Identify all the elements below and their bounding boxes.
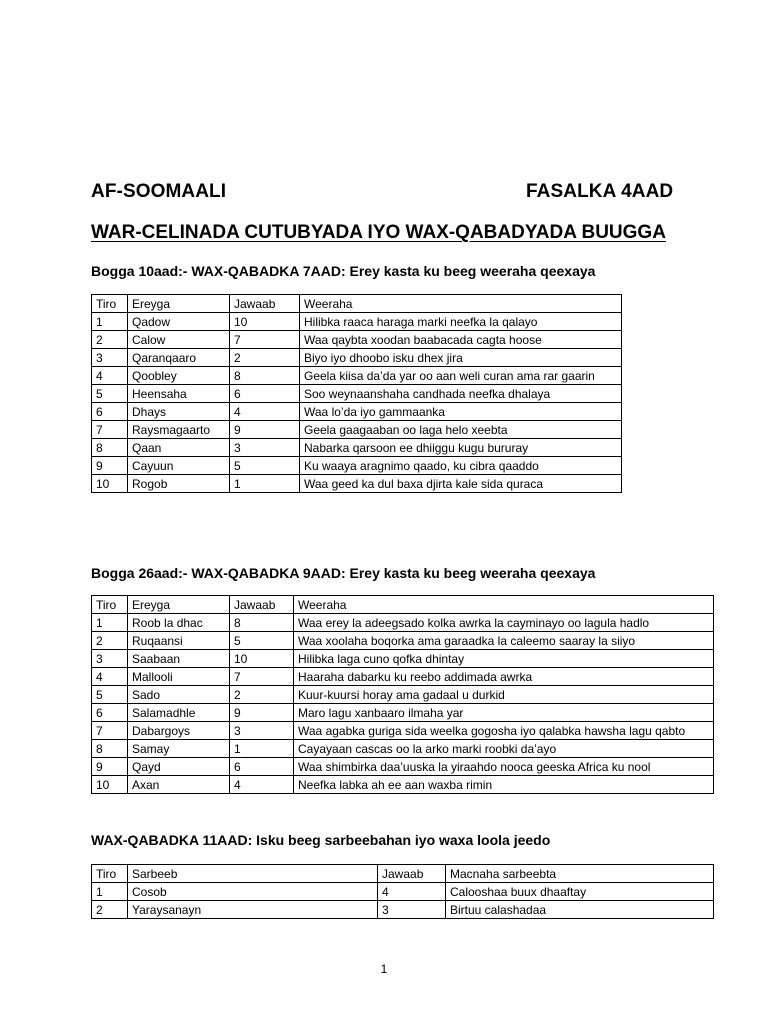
table-row (92, 349, 622, 367)
table-cell: Haaraha dabarku ku reebo addimada awrka (294, 668, 714, 686)
subject-title: AF-SOOMAALI (91, 181, 227, 202)
table-cell: Saabaan (128, 650, 230, 668)
table-cell: 5 (92, 686, 128, 704)
table-cell: 2 (92, 331, 128, 349)
table-row (92, 475, 622, 493)
table-cell: 4 (92, 367, 128, 385)
table-cell: Axan (128, 776, 230, 794)
table-row (92, 776, 714, 794)
column-header: Sarbeeb (128, 865, 378, 883)
table-cell: 1 (92, 883, 128, 901)
table-cell: Mallooli (128, 668, 230, 686)
table-cell: 1 (230, 740, 294, 758)
table-cell: Waa geed ka dul baxa djirta kale sida quraca (300, 475, 622, 493)
table-cell: 4 (230, 403, 300, 421)
column-header: Weeraha (300, 295, 622, 313)
table-cell: 9 (92, 457, 128, 475)
column-header: Macnaha sarbeebta (446, 865, 714, 883)
table-cell: Cayayaan cascas oo la arko marki roobki da’ayo (294, 740, 714, 758)
table-cell: Calow (128, 331, 230, 349)
table-cell: 6 (92, 403, 128, 421)
table-cell: Yaraysanayn (128, 901, 378, 919)
table-cell: 1 (92, 313, 128, 331)
table-cell: 9 (230, 421, 300, 439)
column-header: Jawaab (378, 865, 446, 883)
table-cell: Biyo iyo dhoobo isku dhex jira (300, 349, 622, 367)
table-cell: 4 (378, 883, 446, 901)
table-row (92, 614, 714, 632)
table-cell: Roob la dhac (128, 614, 230, 632)
table-cell: Waa shimbirka daa’uuska la yiraahdo nooca geeska Africa ku nool (294, 758, 714, 776)
table-cell: 2 (92, 901, 128, 919)
table-cell: Samay (128, 740, 230, 758)
table-cell: 6 (230, 385, 300, 403)
table-row (92, 421, 622, 439)
column-header: Jawaab (230, 596, 294, 614)
table-header-row (92, 596, 714, 614)
table-cell: 3 (378, 901, 446, 919)
table-body (92, 596, 714, 794)
table-cell: 4 (230, 776, 294, 794)
table-cell: Ruqaansi (128, 632, 230, 650)
section-heading-1: Bogga 10aad:- WAX-QABADKA 7AAD: Erey kasta ku beeg weeraha qeexaya (91, 263, 596, 279)
table-row (92, 668, 714, 686)
table-header-row (92, 295, 622, 313)
table-cell: Heensaha (128, 385, 230, 403)
column-header: Weeraha (294, 596, 714, 614)
table-cell: 2 (92, 632, 128, 650)
column-header: Ereyga (128, 295, 230, 313)
table-row (92, 704, 714, 722)
table-cell: Dhays (128, 403, 230, 421)
table-row (92, 758, 714, 776)
table-row (92, 403, 622, 421)
table-cell: Qaranqaaro (128, 349, 230, 367)
section-heading-3: WAX-QABADKA 11AAD: Isku beeg sarbeebahan iyo waxa loola jeedo (91, 832, 551, 848)
table-cell: Waa qaybta xoodan baabacada cagta hoose (300, 331, 622, 349)
page-title: WAR-CELINADA CUTUBYADA IYO WAX-QABADYADA BUUGGA (91, 222, 666, 243)
table-cell: Cosob (128, 883, 378, 901)
page-number: 1 (380, 962, 388, 976)
table-cell: 2 (230, 686, 294, 704)
table-body (92, 295, 622, 493)
exercise-table-3 (91, 864, 714, 919)
table-row (92, 385, 622, 403)
table-cell: 3 (230, 722, 294, 740)
table-row (92, 722, 714, 740)
table-cell: 9 (230, 704, 294, 722)
table-cell: 1 (92, 614, 128, 632)
table-row (92, 883, 714, 901)
table-cell: 10 (92, 475, 128, 493)
table-cell: Dabargoys (128, 722, 230, 740)
table-cell: Sado (128, 686, 230, 704)
table-cell: Salamadhle (128, 704, 230, 722)
table-cell: Hilibka raaca haraga marki neefka la qalayo (300, 313, 622, 331)
column-header: Tiro (92, 865, 128, 883)
table-cell: Waa lo’da iyo gammaanka (300, 403, 622, 421)
column-header: Tiro (92, 295, 128, 313)
exercise-table-1 (91, 294, 622, 493)
column-header: Tiro (92, 596, 128, 614)
table-cell: 10 (230, 313, 300, 331)
table-cell: Geela kiisa da’da yar oo aan weli curan ama rar gaarin (300, 367, 622, 385)
table-row (92, 331, 622, 349)
table-cell: 10 (230, 650, 294, 668)
table-cell: 6 (92, 704, 128, 722)
section-heading-2: Bogga 26aad:- WAX-QABADKA 9AAD: Erey kasta ku beeg weeraha qeexaya (91, 565, 596, 581)
table-row (92, 901, 714, 919)
exercise-table-2 (91, 595, 714, 794)
table-row (92, 457, 622, 475)
table-cell: Nabarka qarsoon ee dhiiggu kugu bururay (300, 439, 622, 457)
column-header: Ereyga (128, 596, 230, 614)
table-cell: Cayuun (128, 457, 230, 475)
table-cell: Hilibka laga cuno qofka dhintay (294, 650, 714, 668)
table-row (92, 650, 714, 668)
table-cell: 2 (230, 349, 300, 367)
table-row (92, 367, 622, 385)
table-cell: 5 (92, 385, 128, 403)
table-header-row (92, 865, 714, 883)
table-cell: Waa xoolaha boqorka ama garaadka la caleemo saaray la siiyo (294, 632, 714, 650)
table-cell: Soo weynaanshaha candhada neefka dhalaya (300, 385, 622, 403)
table-cell: 5 (230, 457, 300, 475)
table-cell: 8 (92, 439, 128, 457)
table-cell: Qaan (128, 439, 230, 457)
table-row (92, 439, 622, 457)
table-cell: 7 (230, 668, 294, 686)
table-cell: Geela gaagaaban oo laga helo xeebta (300, 421, 622, 439)
table-cell: 3 (92, 349, 128, 367)
table-cell: Ku waaya aragnimo qaado, ku cibra qaaddo (300, 457, 622, 475)
table-row (92, 313, 622, 331)
table-cell: 8 (230, 367, 300, 385)
table-body (92, 865, 714, 919)
table-cell: 8 (230, 614, 294, 632)
table-cell: 8 (92, 740, 128, 758)
table-cell: Qayd (128, 758, 230, 776)
table-cell: Calooshaa buux dhaaftay (446, 883, 714, 901)
table-cell: Neefka labka ah ee aan waxba rimin (294, 776, 714, 794)
grade-title: FASALKA 4AAD (526, 181, 674, 202)
table-cell: Rogob (128, 475, 230, 493)
table-row (92, 632, 714, 650)
table-cell: 4 (92, 668, 128, 686)
table-row (92, 740, 714, 758)
table-cell: 6 (230, 758, 294, 776)
table-cell: Kuur-kuursi horay ama gadaal u durkid (294, 686, 714, 704)
table-cell: Qoobley (128, 367, 230, 385)
table-cell: 7 (92, 722, 128, 740)
table-cell: 5 (230, 632, 294, 650)
table-cell: 3 (230, 439, 300, 457)
table-cell: Waa erey la adeegsado kolka awrka la cayminayo oo lagula hadlo (294, 614, 714, 632)
table-cell: 7 (230, 331, 300, 349)
table-cell: Qadow (128, 313, 230, 331)
table-cell: Maro lagu xanbaaro ilmaha yar (294, 704, 714, 722)
table-cell: Raysmagaarto (128, 421, 230, 439)
table-cell: 3 (92, 650, 128, 668)
table-row (92, 686, 714, 704)
table-cell: Waa agabka guriga sida weelka gogosha iyo qalabka hawsha lagu qabto (294, 722, 714, 740)
table-cell: 9 (92, 758, 128, 776)
table-cell: 1 (230, 475, 300, 493)
table-cell: Birtuu calashadaa (446, 901, 714, 919)
column-header: Jawaab (230, 295, 300, 313)
table-cell: 7 (92, 421, 128, 439)
table-cell: 10 (92, 776, 128, 794)
